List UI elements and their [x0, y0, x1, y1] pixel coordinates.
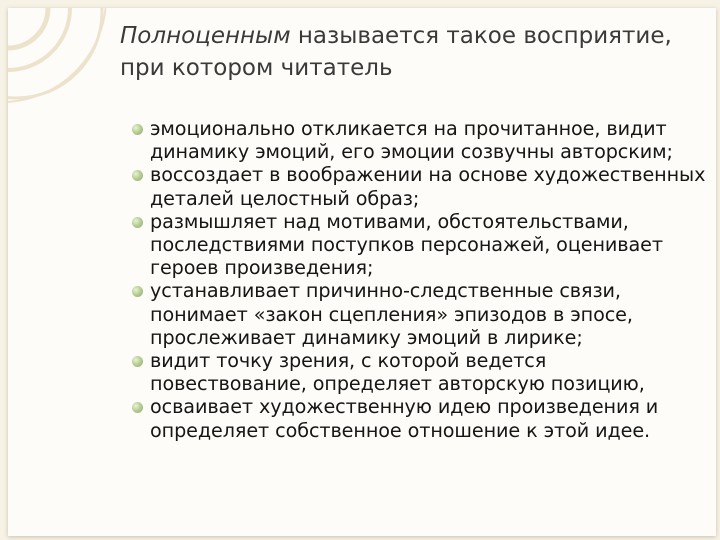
list-item — [132, 395, 707, 441]
bullet-text: видит точку зрения, с которой ведется повествование, определяет авторскую позицию, — [150, 349, 645, 396]
bullet-icon — [132, 217, 143, 228]
list-item — [132, 117, 707, 163]
bullet-icon — [132, 170, 143, 181]
bullet-text: устанавливает причинно-следственные связи, понимает «закон сцепления» эпизодов в эпосе, прослеживает динамику эмоций в лирике; — [150, 279, 633, 349]
bullet-icon — [132, 124, 143, 135]
list-item — [132, 210, 707, 280]
list-item — [132, 163, 707, 209]
bullet-icon — [132, 402, 143, 413]
bullet-list — [132, 117, 707, 442]
list-item — [132, 349, 707, 395]
slide-title — [120, 20, 710, 84]
title-line1-rest: называется такое восприятие, — [290, 23, 672, 49]
bullet-icon — [132, 356, 143, 367]
bullet-text: размышляет над мотивами, обстоятельствами, последствиями поступков персонажей, оценивает героев произведения; — [150, 209, 663, 280]
bullet-text: воссоздает в воображении на основе художественных деталей целостный образ; — [150, 163, 706, 210]
title-emphasis: Полноценным — [120, 23, 291, 49]
bullet-text: осваивает художественную идею произведения и определяет собственное отношение к этой идее. — [150, 395, 659, 442]
list-item — [132, 279, 707, 349]
bullet-text: эмоционально откликается на прочитанное, видит динамику эмоций, его эмоции созвучны авторским; — [150, 117, 673, 164]
title-line2: при котором читатель — [120, 55, 393, 81]
bullet-icon — [132, 286, 143, 297]
